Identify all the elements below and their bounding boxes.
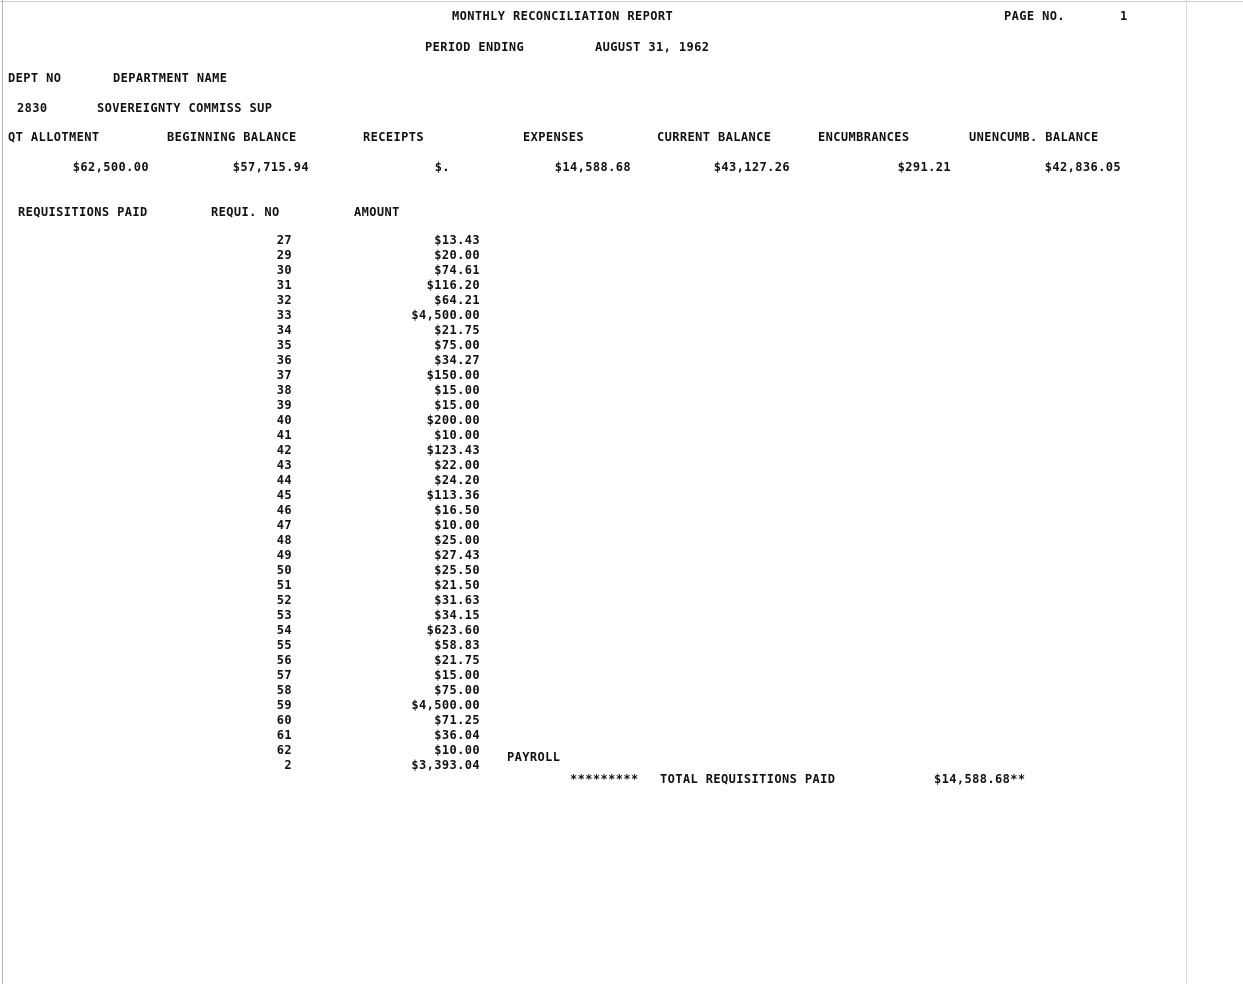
requisition-number: 32 xyxy=(276,293,292,307)
value-qt-allotment: $62,500.00 xyxy=(72,160,149,174)
value-encumbrances: $291.21 xyxy=(897,160,951,174)
page-number-label: PAGE NO. xyxy=(1004,9,1065,23)
requisition-number: 57 xyxy=(276,668,292,682)
requisition-number: 34 xyxy=(276,323,292,337)
requisition-number: 48 xyxy=(276,533,292,547)
requisition-number: 43 xyxy=(276,458,292,472)
requisition-number: 30 xyxy=(276,263,292,277)
requisition-amount: $200.00 xyxy=(426,413,480,427)
requisition-amount: $75.00 xyxy=(434,683,480,697)
header-qt-allotment: QT ALLOTMENT xyxy=(8,130,100,144)
period-label: PERIOD ENDING xyxy=(425,40,525,54)
header-beginning-balance: BEGINNING BALANCE xyxy=(167,130,297,144)
requisition-amount: $74.61 xyxy=(434,263,480,277)
requisition-number: 42 xyxy=(276,443,292,457)
requisition-amount: $21.75 xyxy=(434,653,480,667)
requisition-amount: $15.00 xyxy=(434,383,480,397)
requisition-number: 53 xyxy=(276,608,292,622)
requisition-number: 33 xyxy=(276,308,292,322)
requisition-number: 59 xyxy=(276,698,292,712)
report-title: MONTHLY RECONCILIATION REPORT xyxy=(452,9,674,23)
requisition-amount: $34.15 xyxy=(434,608,480,622)
requisition-number: 44 xyxy=(276,473,292,487)
requisition-amount: $15.00 xyxy=(434,668,480,682)
requisition-number: 47 xyxy=(276,518,292,532)
requisition-number: 46 xyxy=(276,503,292,517)
requisition-number: 61 xyxy=(276,728,292,742)
requisition-amount: $20.00 xyxy=(434,248,480,262)
amount-header: AMOUNT xyxy=(354,205,400,219)
requisition-number: 41 xyxy=(276,428,292,442)
dept-no-label: DEPT NO xyxy=(8,71,62,85)
requisition-number: 54 xyxy=(276,623,292,637)
requisition-number: 51 xyxy=(276,578,292,592)
requisition-number: 35 xyxy=(276,338,292,352)
value-current-balance: $43,127.26 xyxy=(713,160,790,174)
value-unencumb-balance: $42,836.05 xyxy=(1044,160,1121,174)
requisition-amount: $113.36 xyxy=(426,488,480,502)
requisition-amount: $25.50 xyxy=(434,563,480,577)
requisition-number: 50 xyxy=(276,563,292,577)
requisition-amount: $22.00 xyxy=(434,458,480,472)
requisitions-paid-label: REQUISITIONS PAID xyxy=(18,205,148,219)
requisition-number: 58 xyxy=(276,683,292,697)
requisition-number: 56 xyxy=(276,653,292,667)
page-number: 1 xyxy=(1120,9,1128,23)
requisition-amount: $13.43 xyxy=(434,233,480,247)
requisition-amount: $4,500.00 xyxy=(411,308,480,322)
requisition-amount: $16.50 xyxy=(434,503,480,517)
requisition-number: 55 xyxy=(276,638,292,652)
requisition-amount: $3,393.04 xyxy=(411,758,480,772)
requisition-number: 37 xyxy=(276,368,292,382)
value-expenses: $14,588.68 xyxy=(554,160,631,174)
requisition-amount: $36.04 xyxy=(434,728,480,742)
requisition-number: 36 xyxy=(276,353,292,367)
requisition-number: 49 xyxy=(276,548,292,562)
requisition-amount: $27.43 xyxy=(434,548,480,562)
requisition-amount: $4,500.00 xyxy=(411,698,480,712)
requisition-number: 45 xyxy=(276,488,292,502)
header-receipts: RECEIPTS xyxy=(363,130,424,144)
requisition-amount: $75.00 xyxy=(434,338,480,352)
requisition-amount: $116.20 xyxy=(426,278,480,292)
value-beginning-balance: $57,715.94 xyxy=(232,160,309,174)
requisition-amount: $10.00 xyxy=(434,743,480,757)
requisition-note: PAYROLL xyxy=(507,750,561,764)
dept-name-label: DEPARTMENT NAME xyxy=(113,71,228,85)
requisition-amount: $64.21 xyxy=(434,293,480,307)
requisition-amount: $25.00 xyxy=(434,533,480,547)
requisition-amount: $58.83 xyxy=(434,638,480,652)
requisition-amount: $71.25 xyxy=(434,713,480,727)
header-unencumb-balance: UNENCUMB. BALANCE xyxy=(969,130,1099,144)
header-current-balance: CURRENT BALANCE xyxy=(657,130,772,144)
dept-no: 2830 xyxy=(17,101,48,115)
value-receipts: $. xyxy=(434,160,450,174)
dept-name: SOVEREIGNTY COMMISS SUP xyxy=(97,101,273,115)
requisition-number: 38 xyxy=(276,383,292,397)
requisition-amount: $21.50 xyxy=(434,578,480,592)
period-date: AUGUST 31, 1962 xyxy=(595,40,710,54)
requisition-amount: $123.43 xyxy=(426,443,480,457)
requisition-amount: $10.00 xyxy=(434,518,480,532)
page-top-edge xyxy=(0,1,1243,2)
requisition-amount: $24.20 xyxy=(434,473,480,487)
total-stars: ********* xyxy=(570,772,639,786)
requi-no-header: REQUI. NO xyxy=(211,205,280,219)
requisition-number: 62 xyxy=(276,743,292,757)
requisition-number: 39 xyxy=(276,398,292,412)
requisition-amount: $15.00 xyxy=(434,398,480,412)
requisition-amount: $623.60 xyxy=(426,623,480,637)
requisition-number: 31 xyxy=(276,278,292,292)
requisition-amount: $150.00 xyxy=(426,368,480,382)
requisition-amount: $34.27 xyxy=(434,353,480,367)
requisition-amount: $21.75 xyxy=(434,323,480,337)
header-expenses: EXPENSES xyxy=(523,130,584,144)
requisition-number: 52 xyxy=(276,593,292,607)
requisition-number: 60 xyxy=(276,713,292,727)
page-right-edge xyxy=(1186,0,1187,984)
requisition-amount: $10.00 xyxy=(434,428,480,442)
total-value: $14,588.68** xyxy=(934,772,1026,786)
requisition-number: 27 xyxy=(276,233,292,247)
header-encumbrances: ENCUMBRANCES xyxy=(818,130,910,144)
total-label: TOTAL REQUISITIONS PAID xyxy=(660,772,836,786)
requisition-number: 40 xyxy=(276,413,292,427)
requisition-amount: $31.63 xyxy=(434,593,480,607)
requisition-number: 2 xyxy=(284,758,292,772)
page-left-edge xyxy=(2,0,3,984)
requisition-number: 29 xyxy=(276,248,292,262)
